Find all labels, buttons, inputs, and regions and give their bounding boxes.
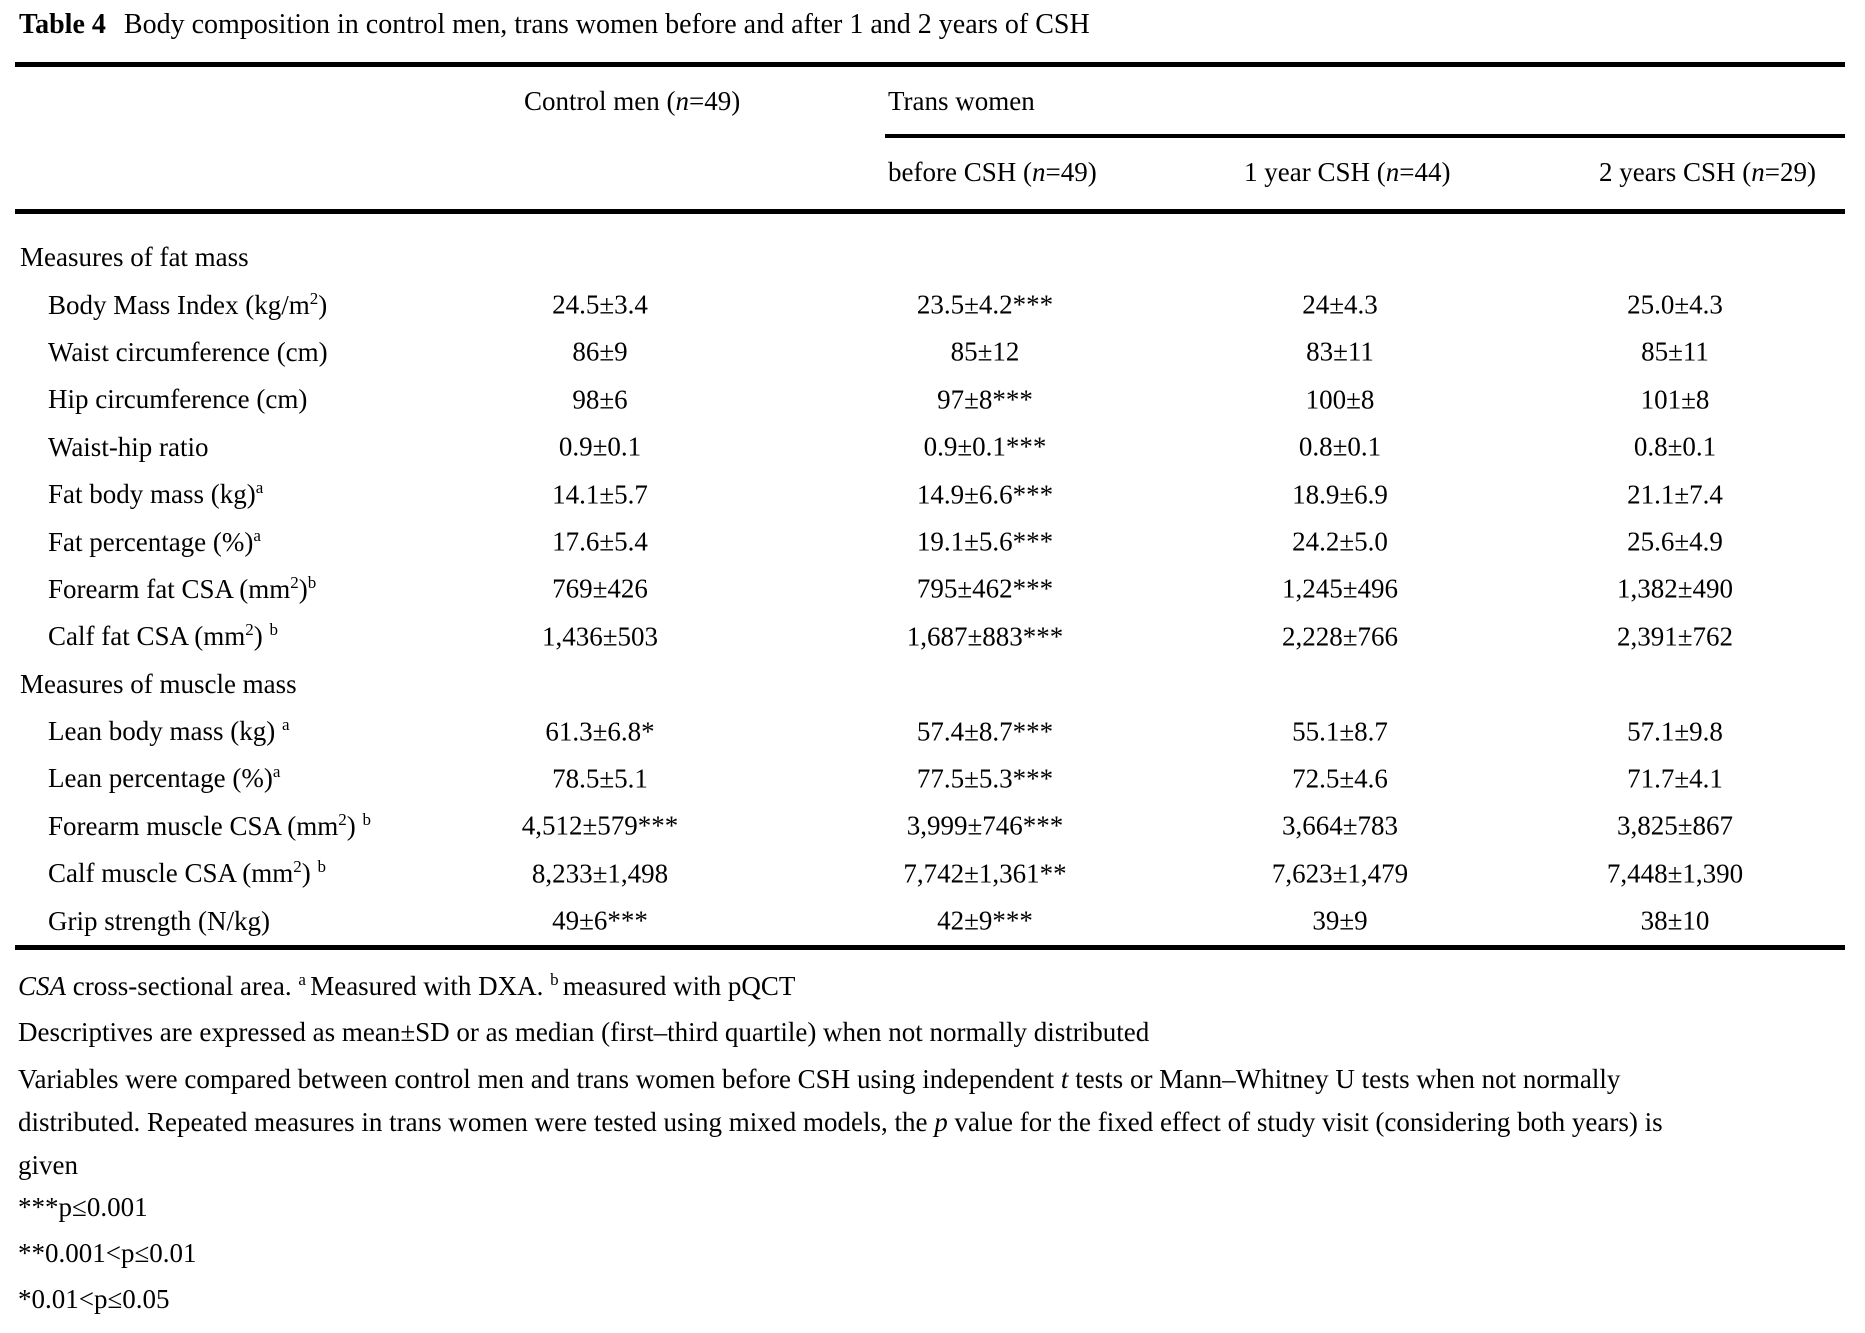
cell-value: 14.1±5.7 — [552, 479, 648, 510]
row-label: Forearm fat CSA $(mm^2)^b$ — [48, 572, 317, 604]
cell-value: 7,623±1,479 — [1271, 858, 1409, 889]
table-row — [18, 755, 1847, 802]
cell-value: 18.9±6.9 — [1292, 479, 1388, 510]
cell-value: 3,664±783 — [1281, 810, 1399, 841]
cell-value: 97±8*** — [937, 384, 1033, 415]
cell-value: 61.3±6.8* — [545, 716, 655, 747]
footnote — [18, 1012, 1847, 1052]
section-label: Measures of fat mass — [20, 242, 249, 273]
cell-value: 795±462*** — [916, 573, 1054, 604]
divider-trans-women-group — [885, 134, 1845, 138]
row-label: Waist-hip ratio — [48, 431, 209, 462]
cell-value: 24.5±3.4 — [552, 289, 648, 320]
cell-value: 49±6*** — [552, 905, 648, 936]
table-row — [18, 897, 1847, 944]
footnote-line: *0.01<p≤0.05 — [18, 1284, 170, 1314]
section-label: Measures of muscle mass — [20, 668, 297, 699]
footnotes — [18, 966, 1847, 1325]
table-row — [18, 613, 1847, 660]
table-row — [18, 329, 1847, 376]
cell-value: 57.4±8.7*** — [916, 716, 1054, 747]
cell-value: 86±9 — [572, 336, 628, 367]
footnote — [18, 1058, 1847, 1187]
section-row — [18, 661, 1847, 708]
table-row — [18, 281, 1847, 328]
column-header-2-years-csh: 2 years CSH (n=29) — [1599, 157, 1816, 187]
table-row — [18, 803, 1847, 850]
divider-header-bottom — [15, 209, 1845, 214]
footnote — [18, 1187, 1847, 1227]
cell-value: 85±11 — [1641, 336, 1709, 367]
table-number: Table 4 — [19, 9, 106, 40]
row-label: Lean percentage (%)$^a$ — [48, 762, 281, 794]
column-header-1-year-csh: 1 year CSH (n=44) — [1244, 157, 1451, 187]
table-caption — [19, 8, 1090, 42]
cell-value: 57.1±9.8 — [1627, 716, 1723, 747]
row-label: Fat body mass (kg)$^a$ — [48, 478, 264, 510]
cell-value: 0.8±0.1 — [1298, 431, 1382, 462]
cell-value: 3,825±867 — [1616, 810, 1734, 841]
cell-value: 38±10 — [1640, 905, 1710, 936]
cell-value: 78.5±5.1 — [552, 763, 648, 794]
cell-value: 85±12 — [950, 336, 1020, 367]
cell-value: 42±9*** — [937, 905, 1033, 936]
footnote — [18, 1279, 1847, 1319]
footnote — [18, 1233, 1847, 1273]
cell-value: 17.6±5.4 — [552, 526, 648, 557]
row-label: Waist circumference (cm) — [48, 336, 328, 367]
cell-value: 1,382±490 — [1616, 573, 1734, 604]
footnote-line: **0.001<p≤0.01 — [18, 1238, 197, 1268]
row-label: Forearm muscle CSA $(mm^2)$ $^b$ — [48, 809, 371, 841]
footnote — [18, 966, 1847, 1006]
row-label: Hip circumference (cm) — [48, 384, 308, 415]
cell-value: 39±9 — [1312, 905, 1368, 936]
cell-value: 0.8±0.1 — [1633, 431, 1717, 462]
table-row — [18, 850, 1847, 897]
column-header-control-men: Control men (n=49) — [524, 86, 741, 116]
row-label: Grip strength (N/kg) — [48, 905, 270, 936]
footnote-line: given — [18, 1150, 78, 1180]
cell-value: 77.5±5.3*** — [916, 763, 1054, 794]
cell-value: 101±8 — [1640, 384, 1710, 415]
cell-value: 3,999±746*** — [906, 810, 1064, 841]
table-row — [18, 518, 1847, 565]
footnote-line: Variables were compared between control men and trans women before CSH using independent t tests or Mann–Whitney U tests when not normally — [18, 1064, 1621, 1094]
cell-value: 1,687±883*** — [906, 621, 1064, 652]
cell-value: 2,391±762 — [1616, 621, 1734, 652]
table-row — [18, 708, 1847, 755]
cell-value: 0.9±0.1 — [558, 431, 642, 462]
divider-table-bottom — [15, 945, 1845, 950]
cell-value: 1,245±496 — [1281, 573, 1399, 604]
cell-value: 100±8 — [1305, 384, 1375, 415]
footnote-line: distributed. Repeated measures in trans women were tested using mixed models, the p value for the fixed effect of study visit (considering both years) is — [18, 1107, 1663, 1137]
footnote-line: ***p≤0.001 — [18, 1192, 148, 1222]
row-label: Lean body mass (kg) $^a$ — [48, 715, 290, 747]
table-row — [18, 424, 1847, 471]
cell-value: 1,436±503 — [541, 621, 659, 652]
footnote-line: CSA cross-sectional area. $^a$ Measured with DXA. $^b$ measured with pQCT — [18, 970, 796, 1001]
footnote-line: Descriptives are expressed as mean±SD or as median (first–third quartile) when not normally distributed — [18, 1017, 1150, 1047]
cell-value: 55.1±8.7 — [1292, 716, 1388, 747]
cell-value: 72.5±4.6 — [1292, 763, 1388, 794]
row-label: Calf muscle CSA $(mm^2)$ $^b$ — [48, 857, 326, 889]
cell-value: 8,233±1,498 — [531, 858, 669, 889]
cell-value: 7,448±1,390 — [1606, 858, 1744, 889]
column-group-header-trans-women: Trans women — [888, 86, 1035, 116]
column-header-before-csh: before CSH (n=49) — [888, 157, 1097, 187]
table-row — [18, 471, 1847, 518]
cell-value: 14.9±6.6*** — [916, 479, 1054, 510]
cell-value: 19.1±5.6*** — [916, 526, 1054, 557]
cell-value: 4,512±579*** — [521, 810, 679, 841]
cell-value: 23.5±4.2*** — [916, 289, 1054, 320]
table-body — [18, 234, 1847, 945]
table-row — [18, 566, 1847, 613]
cell-value: 83±11 — [1306, 336, 1374, 367]
cell-value: 0.9±0.1*** — [923, 431, 1047, 462]
cell-value: 98±6 — [572, 384, 628, 415]
table-row — [18, 376, 1847, 423]
cell-value: 24±4.3 — [1302, 289, 1378, 320]
divider-top — [15, 62, 1845, 67]
cell-value: 25.0±4.3 — [1627, 289, 1723, 320]
cell-value: 2,228±766 — [1281, 621, 1399, 652]
row-label: Body Mass Index $(kg/m^2)$ — [48, 288, 328, 320]
cell-value: 24.2±5.0 — [1292, 526, 1388, 557]
cell-value: 769±426 — [552, 573, 648, 604]
row-label: Calf fat CSA $(mm^2)$ $^b$ — [48, 620, 278, 652]
cell-value: 71.7±4.1 — [1627, 763, 1723, 794]
cell-value: 25.6±4.9 — [1627, 526, 1723, 557]
table-caption-text: Body composition in control men, trans women before and after 1 and 2 years of CSH — [123, 9, 1090, 40]
row-label: Fat percentage (%)$^a$ — [48, 525, 261, 557]
cell-value: 21.1±7.4 — [1627, 479, 1723, 510]
cell-value: 7,742±1,361** — [903, 858, 1067, 889]
section-row — [18, 234, 1847, 281]
